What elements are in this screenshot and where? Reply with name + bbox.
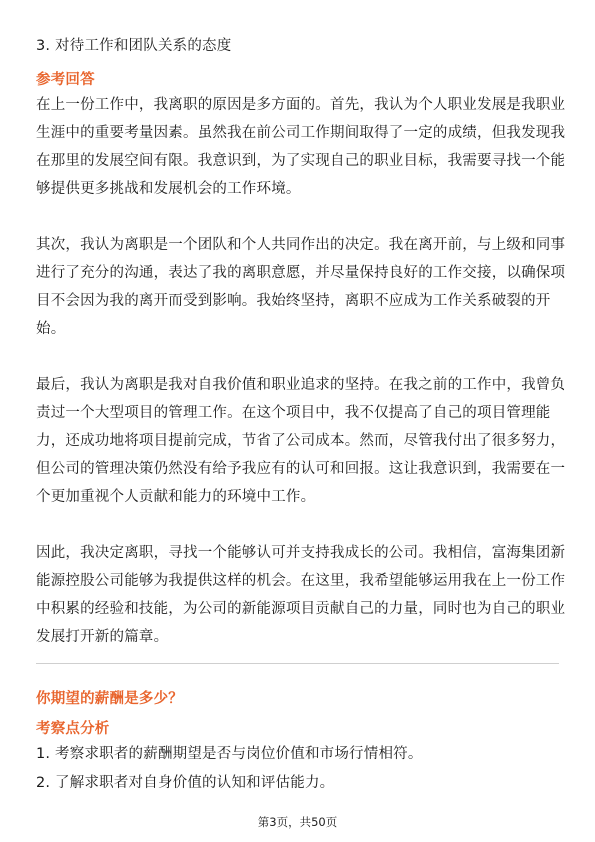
paragraph-line: 目不会因为我的离开而受到影响。我始终坚持，离职不应成为工作关系破裂的开	[36, 293, 551, 309]
paragraph-line: 始。	[36, 321, 66, 337]
document-page	[36, 0, 566, 842]
paragraph-line: 其次，我认为离职是一个团队和个人共同作出的决定。我在离开前，与上级和同事	[36, 237, 566, 253]
section-title: 3. 对待工作和团队关系的态度	[36, 38, 232, 54]
paragraph-line: 力，还成功地将项目提前完成，节省了公司成本。然而，尽管我付出了很多努力，	[36, 433, 566, 449]
analysis-heading: 考察点分析	[36, 721, 110, 737]
analysis-point: 1. 考察求职者的薪酬期望是否与岗位价值和市场行情相符。	[36, 746, 423, 762]
paragraph-line: 进行了充分的沟通，表达了我的离职意愿，并尽量保持良好的工作交接，以确保项	[36, 265, 566, 281]
paragraph-line: 能源控股公司能够为我提供这样的机会。在这里，我希望能够运用我在上一份工作	[36, 573, 566, 589]
page-number: 第3页，共50页	[257, 815, 338, 829]
paragraph-line: 生涯中的重要考量因素。虽然我在前公司工作期间取得了一定的成绩，但我发现我	[36, 125, 566, 141]
answer-heading: 参考回答	[36, 72, 95, 88]
paragraph-line: 在上一份工作中，我离职的原因是多方面的。首先，我认为个人职业发展是我职业	[36, 97, 566, 113]
paragraph-line: 个更加重视个人贡献和能力的环境中工作。	[36, 489, 316, 505]
paragraph-line: 最后，我认为离职是我对自我价值和职业追求的坚持。在我之前的工作中，我曾负	[36, 377, 566, 393]
question-heading: 你期望的薪酬是多少？	[36, 691, 183, 707]
paragraph-line: 中积累的经验和技能，为公司的新能源项目贡献自己的力量，同时也为自己的职业	[36, 601, 566, 617]
paragraph-line: 够提供更多挑战和发展机会的工作环境。	[36, 181, 301, 197]
paragraph-line: 责过一个大型项目的管理工作。在这个项目中，我不仅提高了自己的项目管理能	[36, 405, 551, 421]
analysis-point: 2. 了解求职者对自身价值的认知和评估能力。	[36, 775, 335, 791]
paragraph-line: 因此，我决定离职，寻找一个能够认可并支持我成长的公司。我相信，富海集团新	[36, 545, 566, 561]
paragraph-line: 在那里的发展空间有限。我意识到，为了实现自己的职业目标，我需要寻找一个能	[36, 153, 566, 169]
paragraph-line: 发展打开新的篇章。	[36, 629, 169, 645]
section-divider	[36, 663, 559, 664]
paragraph-line: 但公司的管理决策仍然没有给予我应有的认可和回报。这让我意识到，我需要在一	[36, 461, 566, 477]
